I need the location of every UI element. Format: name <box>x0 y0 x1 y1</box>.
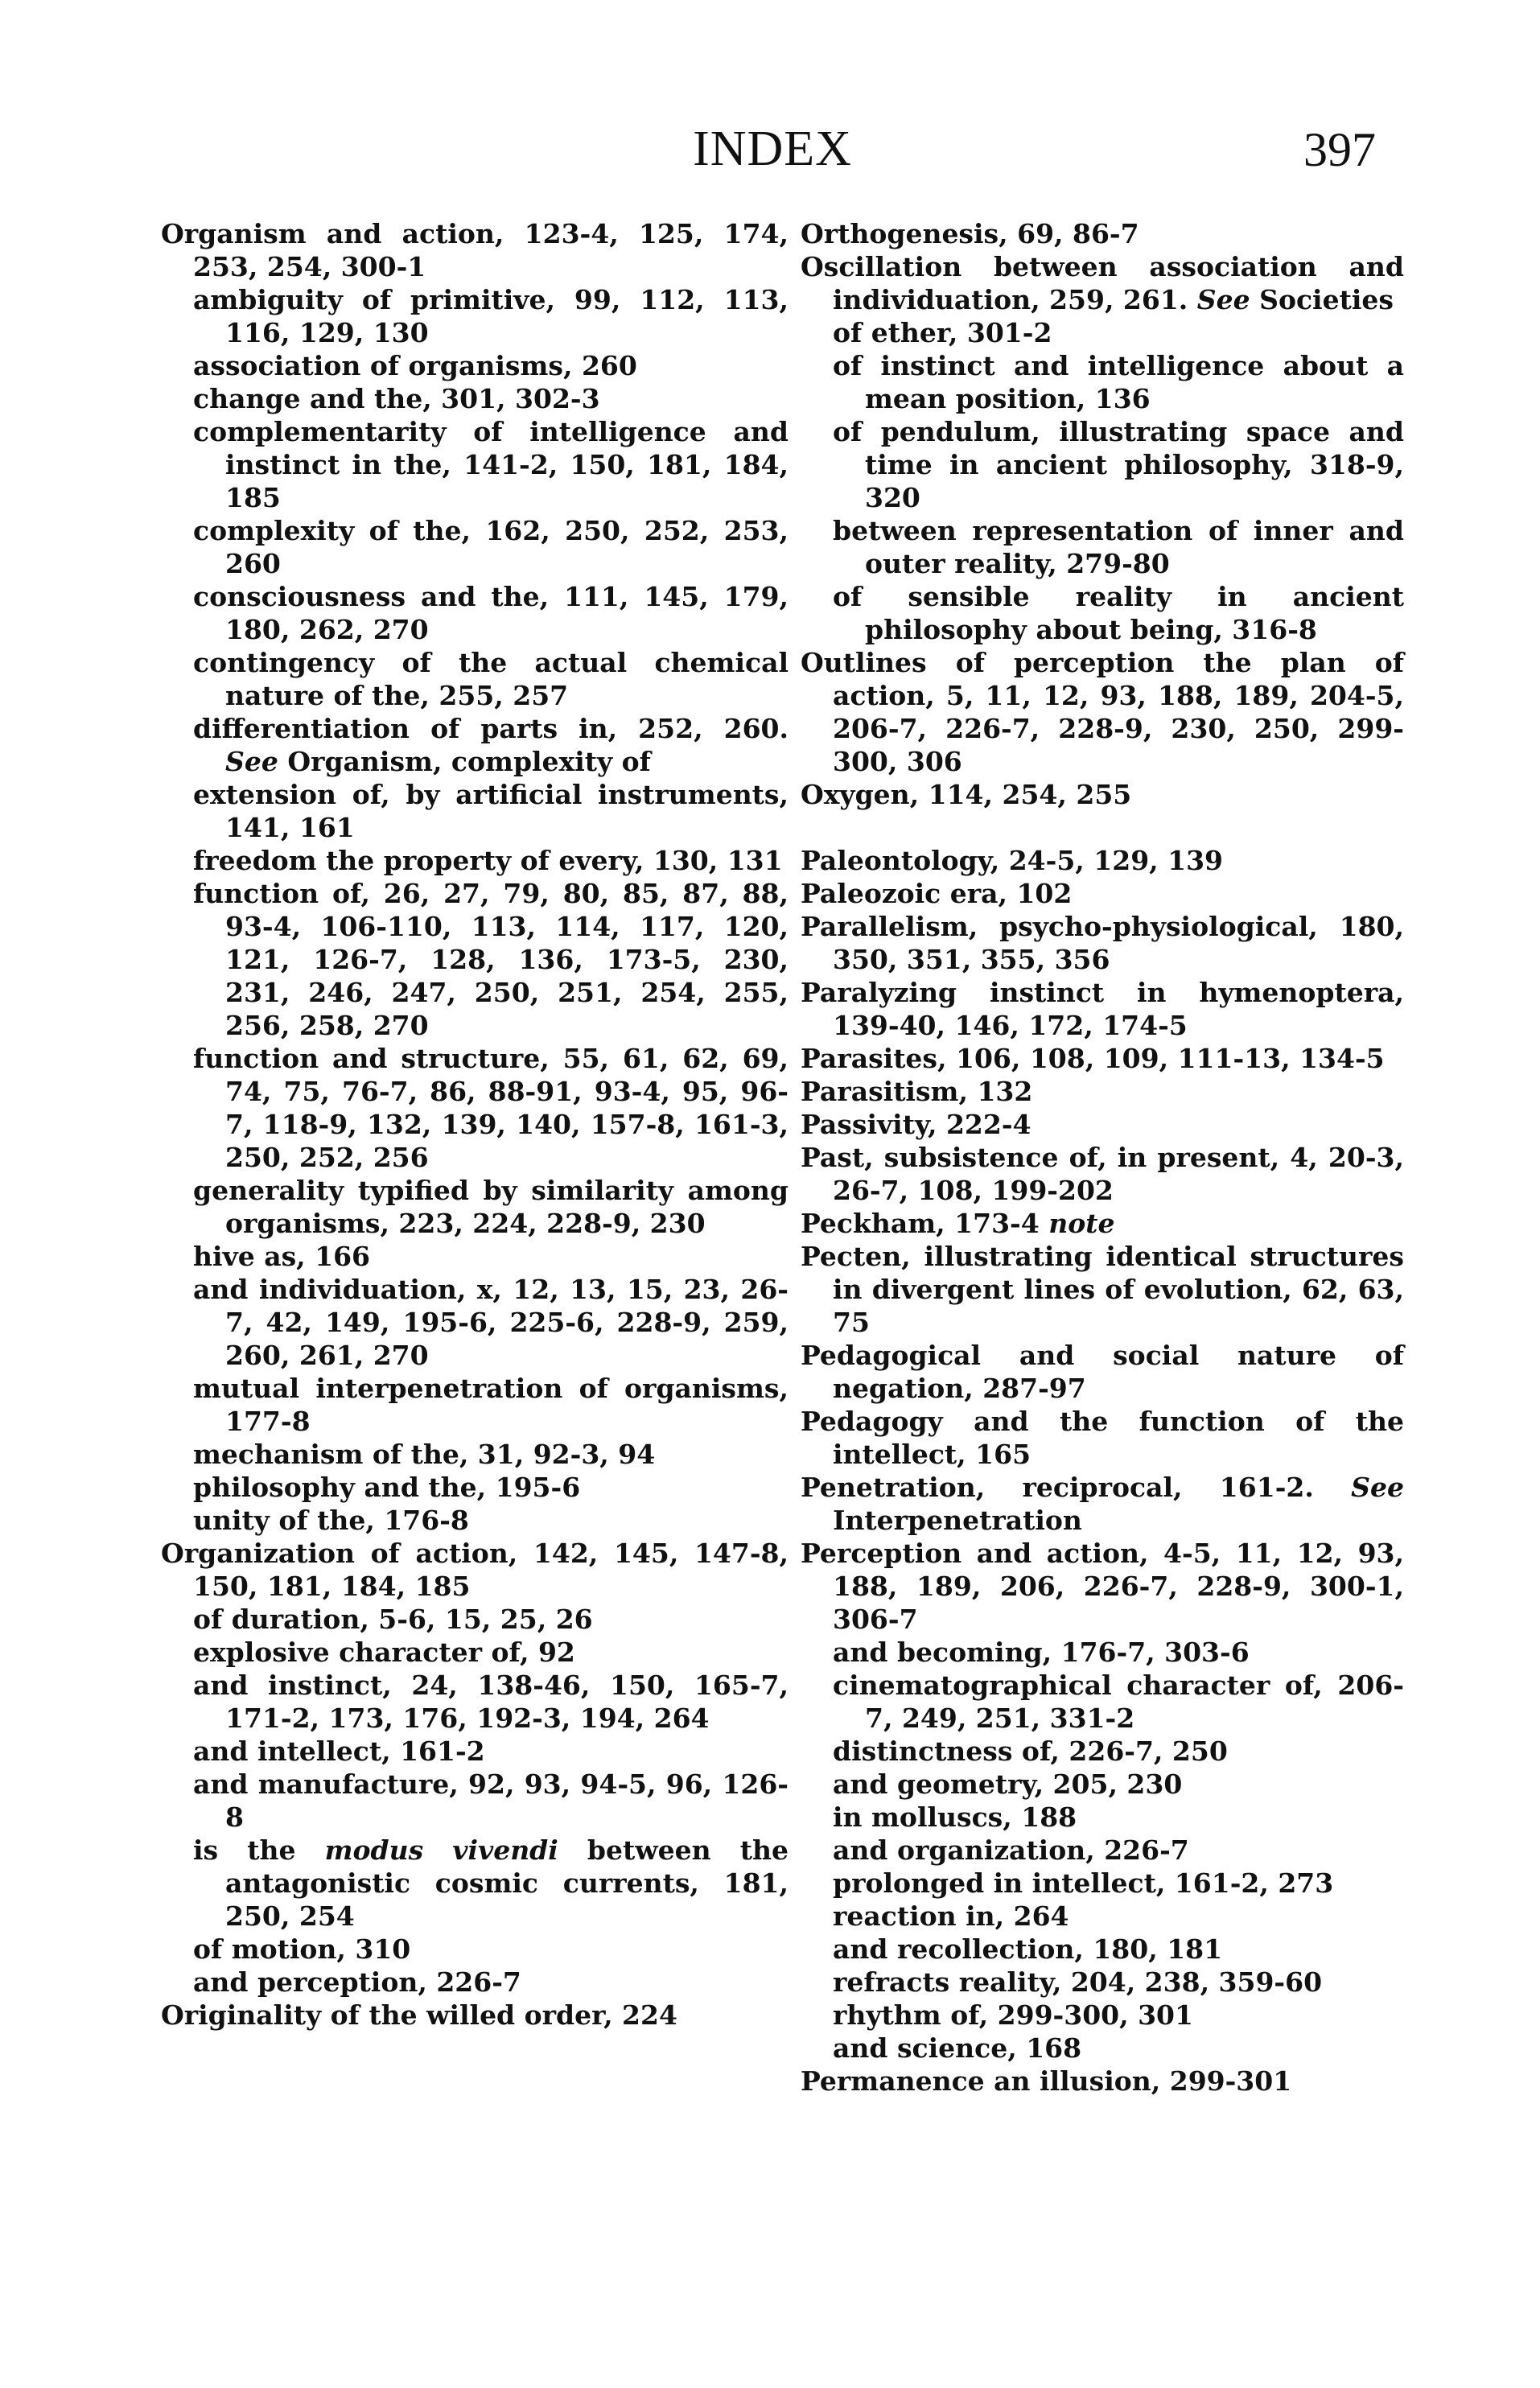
index-subentry: is the modus vivendi between the antagonistic cosmic currents, 181, 250, 254 <box>193 1834 789 1932</box>
index-subentry: differentiation of parts in, 252, 260. See Organism, complexity of <box>193 713 789 777</box>
index-subentry: complexity of the, 162, 250, 252, 253, 260 <box>193 515 789 579</box>
index-subentry: rhythm of, 299-300, 301 <box>833 1999 1193 2031</box>
index-entry: Penetration, reciprocal, 161-2. See Interpenetration <box>801 1472 1404 1536</box>
index-entry: Passivity, 222-4 <box>801 1109 1031 1140</box>
page-number: 397 <box>1303 123 1376 176</box>
index-subentry: function of, 26, 27, 79, 80, 85, 87, 88, 93-4, 106-110, 113, 114, 117, 120, 121, 126-7, 128, 136, 173-5, 230, 231, 246, 247, 250, 251, 254, 255, 256, 258, 270 <box>193 878 789 1041</box>
index-entry: Paleozoic era, 102 <box>801 878 1073 909</box>
index-subentry: and manufacture, 92, 93, 94-5, 96, 126-8 <box>193 1768 789 1833</box>
index-subentry: and individuation, x, 12, 13, 15, 23, 26-7, 42, 149, 195-6, 225-6, 228-9, 259, 260, 261, 270 <box>193 1274 789 1371</box>
index-subentry: freedom the property of every, 130, 131 <box>193 845 783 876</box>
index-subentry: change and the, 301, 302-3 <box>193 383 600 414</box>
index-subentry: generality typified by similarity among organisms, 223, 224, 228-9, 230 <box>193 1175 789 1239</box>
index-subentry: and organization, 226-7 <box>833 1834 1189 1866</box>
index-subentry: contingency of the actual chemical nature of the, 255, 257 <box>193 647 789 711</box>
index-entry: Perception and action, 4-5, 11, 12, 93, 188, 189, 206, 226-7, 228-9, 300-1, 306-7 <box>801 1538 1404 1635</box>
index-entry: Organization of action, 142, 145, 147-8, 150, 181, 184, 185 <box>161 1538 789 1602</box>
index-entry: Past, subsistence of, in present, 4, 20-3, 26-7, 108, 199-202 <box>801 1142 1404 1206</box>
index-subentry: and instinct, 24, 138-46, 150, 165-7, 171-2, 173, 176, 192-3, 194, 264 <box>193 1670 789 1734</box>
index-subentry: philosophy and the, 195-6 <box>193 1472 581 1503</box>
index-subentry: in molluscs, 188 <box>833 1801 1077 1833</box>
italic-term: modus vivendi <box>324 1834 558 1866</box>
see-reference-label: See <box>225 746 278 777</box>
page-title: INDEX <box>693 121 852 176</box>
index-entry: Parasitism, 132 <box>801 1076 1033 1107</box>
see-reference-label: See <box>1196 284 1250 315</box>
index-subentry: extension of, by artificial instruments, 141, 161 <box>193 779 789 843</box>
see-reference-target: Interpenetration <box>833 1505 1082 1536</box>
index-subentry: function and structure, 55, 61, 62, 69, 74, 75, 76-7, 86, 88-91, 93-4, 95, 96-7, 118-9, 132, 139, 140, 157-8, 161-3, 250, 252, 256 <box>193 1043 789 1173</box>
index-subentry: of duration, 5-6, 15, 25, 26 <box>193 1604 593 1635</box>
index-subentry: of motion, 310 <box>193 1933 411 1965</box>
index-entry: Paralyzing instinct in hymenoptera, 139-40, 146, 172, 174-5 <box>801 977 1404 1041</box>
index-column-left <box>161 217 789 2032</box>
index-subentry: cinematographical character of, 206-7, 249, 251, 331-2 <box>833 1670 1404 1734</box>
italic-note: note <box>1048 1208 1115 1239</box>
index-entry: Oxygen, 114, 254, 255 <box>801 779 1132 810</box>
index-entry: Originality of the willed order, 224 <box>161 1999 677 2031</box>
index-entry: Organism and action, 123-4, 125, 174, 253, 254, 300-1 <box>161 218 789 282</box>
index-entry: Outlines of perception the plan of action, 5, 11, 12, 93, 188, 189, 204-5, 206-7, 226-7, 228-9, 230, 250, 299-300, 306 <box>801 647 1404 777</box>
index-subentry: of pendulum, illustrating space and time in ancient philosophy, 318-9, 320 <box>833 416 1404 513</box>
index-subentry: and recollection, 180, 181 <box>833 1933 1223 1965</box>
index-entry: Paleontology, 24-5, 129, 139 <box>801 845 1224 876</box>
index-subentry: explosive character of, 92 <box>193 1637 575 1668</box>
index-entry: Orthogenesis, 69, 86-7 <box>801 218 1139 249</box>
index-subentry: and perception, 226-7 <box>193 1966 521 1998</box>
see-reference-target: Organism, complexity of <box>287 746 651 777</box>
index-subentry: hive as, 166 <box>193 1241 371 1272</box>
index-subentry: of ether, 301-2 <box>833 317 1052 348</box>
see-reference-label: See <box>1351 1472 1404 1503</box>
index-subentry: and becoming, 176-7, 303-6 <box>833 1637 1250 1668</box>
index-subentry: consciousness and the, 111, 145, 179, 180, 262, 270 <box>193 581 789 645</box>
index-subentry: complementarity of intelligence and instinct in the, 141-2, 150, 181, 184, 185 <box>193 416 789 513</box>
index-entry: Pedagogy and the function of the intellect, 165 <box>801 1406 1404 1470</box>
index-entry: Pedagogical and social nature of negation, 287-97 <box>801 1340 1404 1404</box>
index-subentry: unity of the, 176-8 <box>193 1505 469 1536</box>
index-entry: Permanence an illusion, 299-301 <box>801 2065 1292 2097</box>
index-subentry: association of organisms, 260 <box>193 350 637 381</box>
index-subentry: reaction in, 264 <box>833 1900 1069 1932</box>
index-entry: Pecten, illustrating identical structures in divergent lines of evolution, 62, 63, 75 <box>801 1241 1404 1338</box>
see-reference-target: Societies <box>1259 284 1394 315</box>
index-column-right <box>801 217 1404 2098</box>
index-subentry: prolonged in intellect, 161-2, 273 <box>833 1867 1334 1899</box>
index-subentry: ambiguity of primitive, 99, 112, 113, 116, 129, 130 <box>193 284 789 348</box>
index-subentry: between representation of inner and outer reality, 279-80 <box>833 515 1404 579</box>
index-subentry: and science, 168 <box>833 2032 1082 2064</box>
index-subentry: and geometry, 205, 230 <box>833 1768 1183 1800</box>
index-subentry: refracts reality, 204, 238, 359-60 <box>833 1966 1323 1998</box>
index-entry: Parallelism, psycho-physiological, 180, 350, 351, 355, 356 <box>801 911 1404 975</box>
index-entry: Oscillation between association and individuation, 259, 261. See Societies <box>801 251 1404 315</box>
index-subentry: and intellect, 161-2 <box>193 1735 485 1767</box>
index-subentry: distinctness of, 226-7, 250 <box>833 1735 1228 1767</box>
index-subentry: of instinct and intelligence about a mean position, 136 <box>833 350 1404 414</box>
index-subentry: mutual interpenetration of organisms, 177-8 <box>193 1373 789 1437</box>
index-entry: Parasites, 106, 108, 109, 111-13, 134-5 <box>801 1043 1385 1074</box>
index-entry: Peckham, 173-4 note <box>801 1208 1115 1239</box>
index-subentry: mechanism of the, 31, 92-3, 94 <box>193 1439 656 1470</box>
index-subentry: of sensible reality in ancient philosophy about being, 316-8 <box>833 581 1404 645</box>
